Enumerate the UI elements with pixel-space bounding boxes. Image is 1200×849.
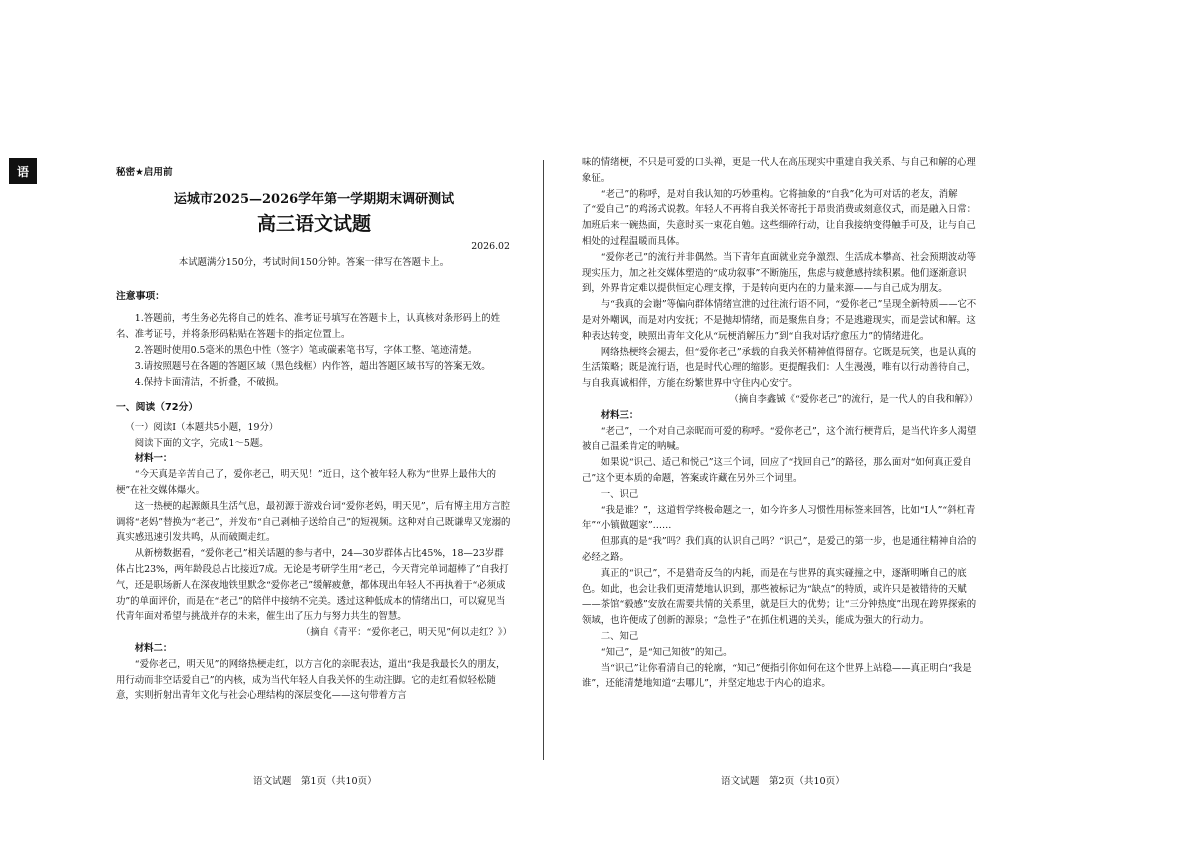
material-2-paragraph: “爱你老己”的流行并非偶然。当下青年直面就业竞争激烈、生活成本攀高、社会预期波动等现实压力，加之社交媒体塑造的“成功叙事”不断施压，焦虑与疲惫感持续积累。他们逐渐意识到，外界肯定难以提供恒定心理支撑，于是转向更内在的力量来源——与自己成为朋友。 [582,251,977,295]
material-2-continuation: 味的情绪梗，不只是可爱的口头禅，更是一代人在高压现实中重建自我关系、与自己和解的心理象征。 [582,157,976,184]
notice-heading: 注意事项： [116,290,165,302]
subheading-shiji: 一、识己 [600,488,639,500]
material-1-paragraph: 从新榜数据看，“爱你老己”相关话题的参与者中，24—30岁群体占比45%，18—23岁群体占比23%，两年龄段总占比接近7成。无论是考研学生用“老己，今天背完单词超棒了”自我打气，还是职场新人在深夜地铁里默念“爱你老己”缓解疲惫，都体现出年轻人不再执着于“必须成功”的单面评价，而是在“老己”的陪伴中接纳不完美。透过这种低成本的情绪出口，可以窥见当代青年面对希望与挑战并存的未来，催生出了压力与努力共生的智慧。 [116,548,509,623]
material-3-label: 材料三： [600,409,639,421]
subheading-zhiji: 二、知己 [600,630,639,642]
material-1-source: （摘自《青平：“爱你老己，明天见”何以走红？》） [300,627,512,639]
material-3-paragraph: “知己”，是“知己知彼”的知己。 [600,646,733,658]
material-3-paragraph: 当“识己”让你看清自己的轮廓，“知己”便指引你如何在这个世界上站稳——真正明白“我是谁”，还能清楚地知道“去哪儿”，并坚定地忠于内心的追求。 [582,662,972,690]
reading-instruction: 阅读下面的文字，完成1～5题。 [134,437,269,449]
page-1-footer: 语文试题 第1页（共10页） [253,776,377,787]
material-1-paragraph: 这一热梗的起源颇具生活气息，最初源于游戏台词“爱你老妈，明天见”，后有博主用方言腔调将“老妈”替换为“老己”，并发布“自己剥柚子送给自己”的短视频。这种对自己既谦卑又宠溺的真实感迅速引发共鸣，从而破圈走红。 [116,500,511,544]
page-divider [543,160,544,760]
material-2-label: 材料二： [134,642,173,654]
notice-item: 2.答题时使用0.5毫米的黑色中性（签字）笔或碳素笔书写，字体工整、笔迹清楚。 [134,344,478,356]
page-1 [116,165,512,704]
material-3-paragraph: 真正的“识己”，不是猎奇反刍的内耗，而是在与世界的真实碰撞之中，逐渐明晰自己的底色。如此，也会让我们更清楚地认识到，那些被标记为“缺点”的特质，或许只是被错待的天赋——茶馆“毅感”安放在需要共情的关系里，就是巨大的优势；让“三分钟热度”出现在跨界探索的领域，也许便成了创新的源泉；“急性子”在抓住机遇的关头，能成为强大的行动力。 [582,567,977,627]
exam-subtitle: 高三语文试题 [256,212,371,235]
material-2-paragraph: 网络热梗终会褪去，但“爱你老己”承载的自我关怀精神值得留存。它既是玩笑，也是认真的生活策略；既是流行语，也是时代心理的缩影。更提醒我们：人生漫漫，唯有以行动善待自己，与自我真诚相伴，方能在纷繁世界中守住内心安宁。 [582,346,977,390]
notice-item: 3.请按照题号在各题的答题区域（黑色线框）内作答，超出答题区域书写的答案无效。 [134,360,491,372]
part-heading: 一、阅读（72分） [116,402,199,414]
material-3-paragraph: “老己”，一个对自己亲昵而可爱的称呼。“爱你老己”，这个流行梗背后，是当代许多人渴望被自己温柔肯定的呐喊。 [582,425,977,453]
material-2-source: （摘自李鑫铖《“爱你老己”的流行，是一代人的自我和解》） [729,393,978,405]
material-2-paragraph: 与“我真的会谢”等偏向群体情绪宣泄的过往流行语不同，“爱你老己”呈现全新特质——它不是对外嘲讽，而是对内安抚；不是抛却情绪，而是聚焦自身；不是逃避现实，而是尝试和解。这种表达转变，映照出青年文化从“玩梗消解压力”到“自我对话疗愈压力”的情绪进化。 [582,299,977,342]
material-3-paragraph: “我是谁？”，这道哲学终极命题之一，如今许多人习惯性用标签来回答，比如“I人”“斜杠青年”“小镇做题家”…… [582,504,976,532]
material-2-paragraph: “爱你老己，明天见”的网络热梗走红，以方言化的亲昵表达，道出“我是我最长久的朋友，用行动而非空话爱自己”的内核，成为当代年轻人自我关怀的生动注脚。它的走红看似轻松随意，实则折射出青年文化与社会心理结构的深层变化——这句带着方言 [116,658,506,702]
page-2 [582,155,978,692]
secret-label: 秘密★启用前 [116,167,173,178]
material-1-paragraph: “今天真是辛苦自己了，爱你老己，明天见！”近日，这个被年轻人称为“世界上最伟大的梗”在社交媒体爆火。 [116,469,497,496]
material-2-paragraph: “老己”的称呼，是对自我认知的巧妙重构。它将抽象的“自我”化为可对话的老友，消解了“爱自己”的鸡汤式说教。年轻人不再将自我关怀寄托于昂贵消费或刻意仪式，而是融入日常：加班后来一碗热面，失意时买一束花自勉。这些细碎行动，让自我接纳变得触手可及，让与自己相处的过程温暖而具体。 [582,188,976,247]
material-3-paragraph: 但那真的是“我”吗？我们真的认识自己吗？“识己”，是爱己的第一步，也是通往精神自洽的必经之路。 [582,536,977,563]
exam-title: 运城市2025—2026学年第一学期期末调研测试 [173,192,455,208]
material-1-label: 材料一： [134,453,173,465]
subject-tab: 语 [9,158,37,184]
notice-item: 4.保持卡面清洁，不折叠，不破损。 [134,376,285,388]
section-heading: （一）阅读Ⅰ（本题共5小题，19分） [125,421,279,433]
notice-item: 1.答题前，考生务必先将自己的姓名、准考证号填写在答题卡上，认真核对条形码上的姓名、准考证号，并将条形码粘贴在答题卡的指定位置上。 [116,313,500,341]
page-2-footer: 语文试题 第2页（共10页） [721,776,845,787]
material-3-paragraph: 如果说“识己、适己和悦己”这三个词，回应了“找回自己”的路径，那么面对“如何真正爱自己”这个更本质的命题，答案或许藏在另外三个词里。 [582,457,972,484]
exam-date: 2026.02 [471,241,510,253]
exam-intro: 本试题满分150分，考试时间150分钟。答案一律写在答题卡上。 [178,257,450,269]
